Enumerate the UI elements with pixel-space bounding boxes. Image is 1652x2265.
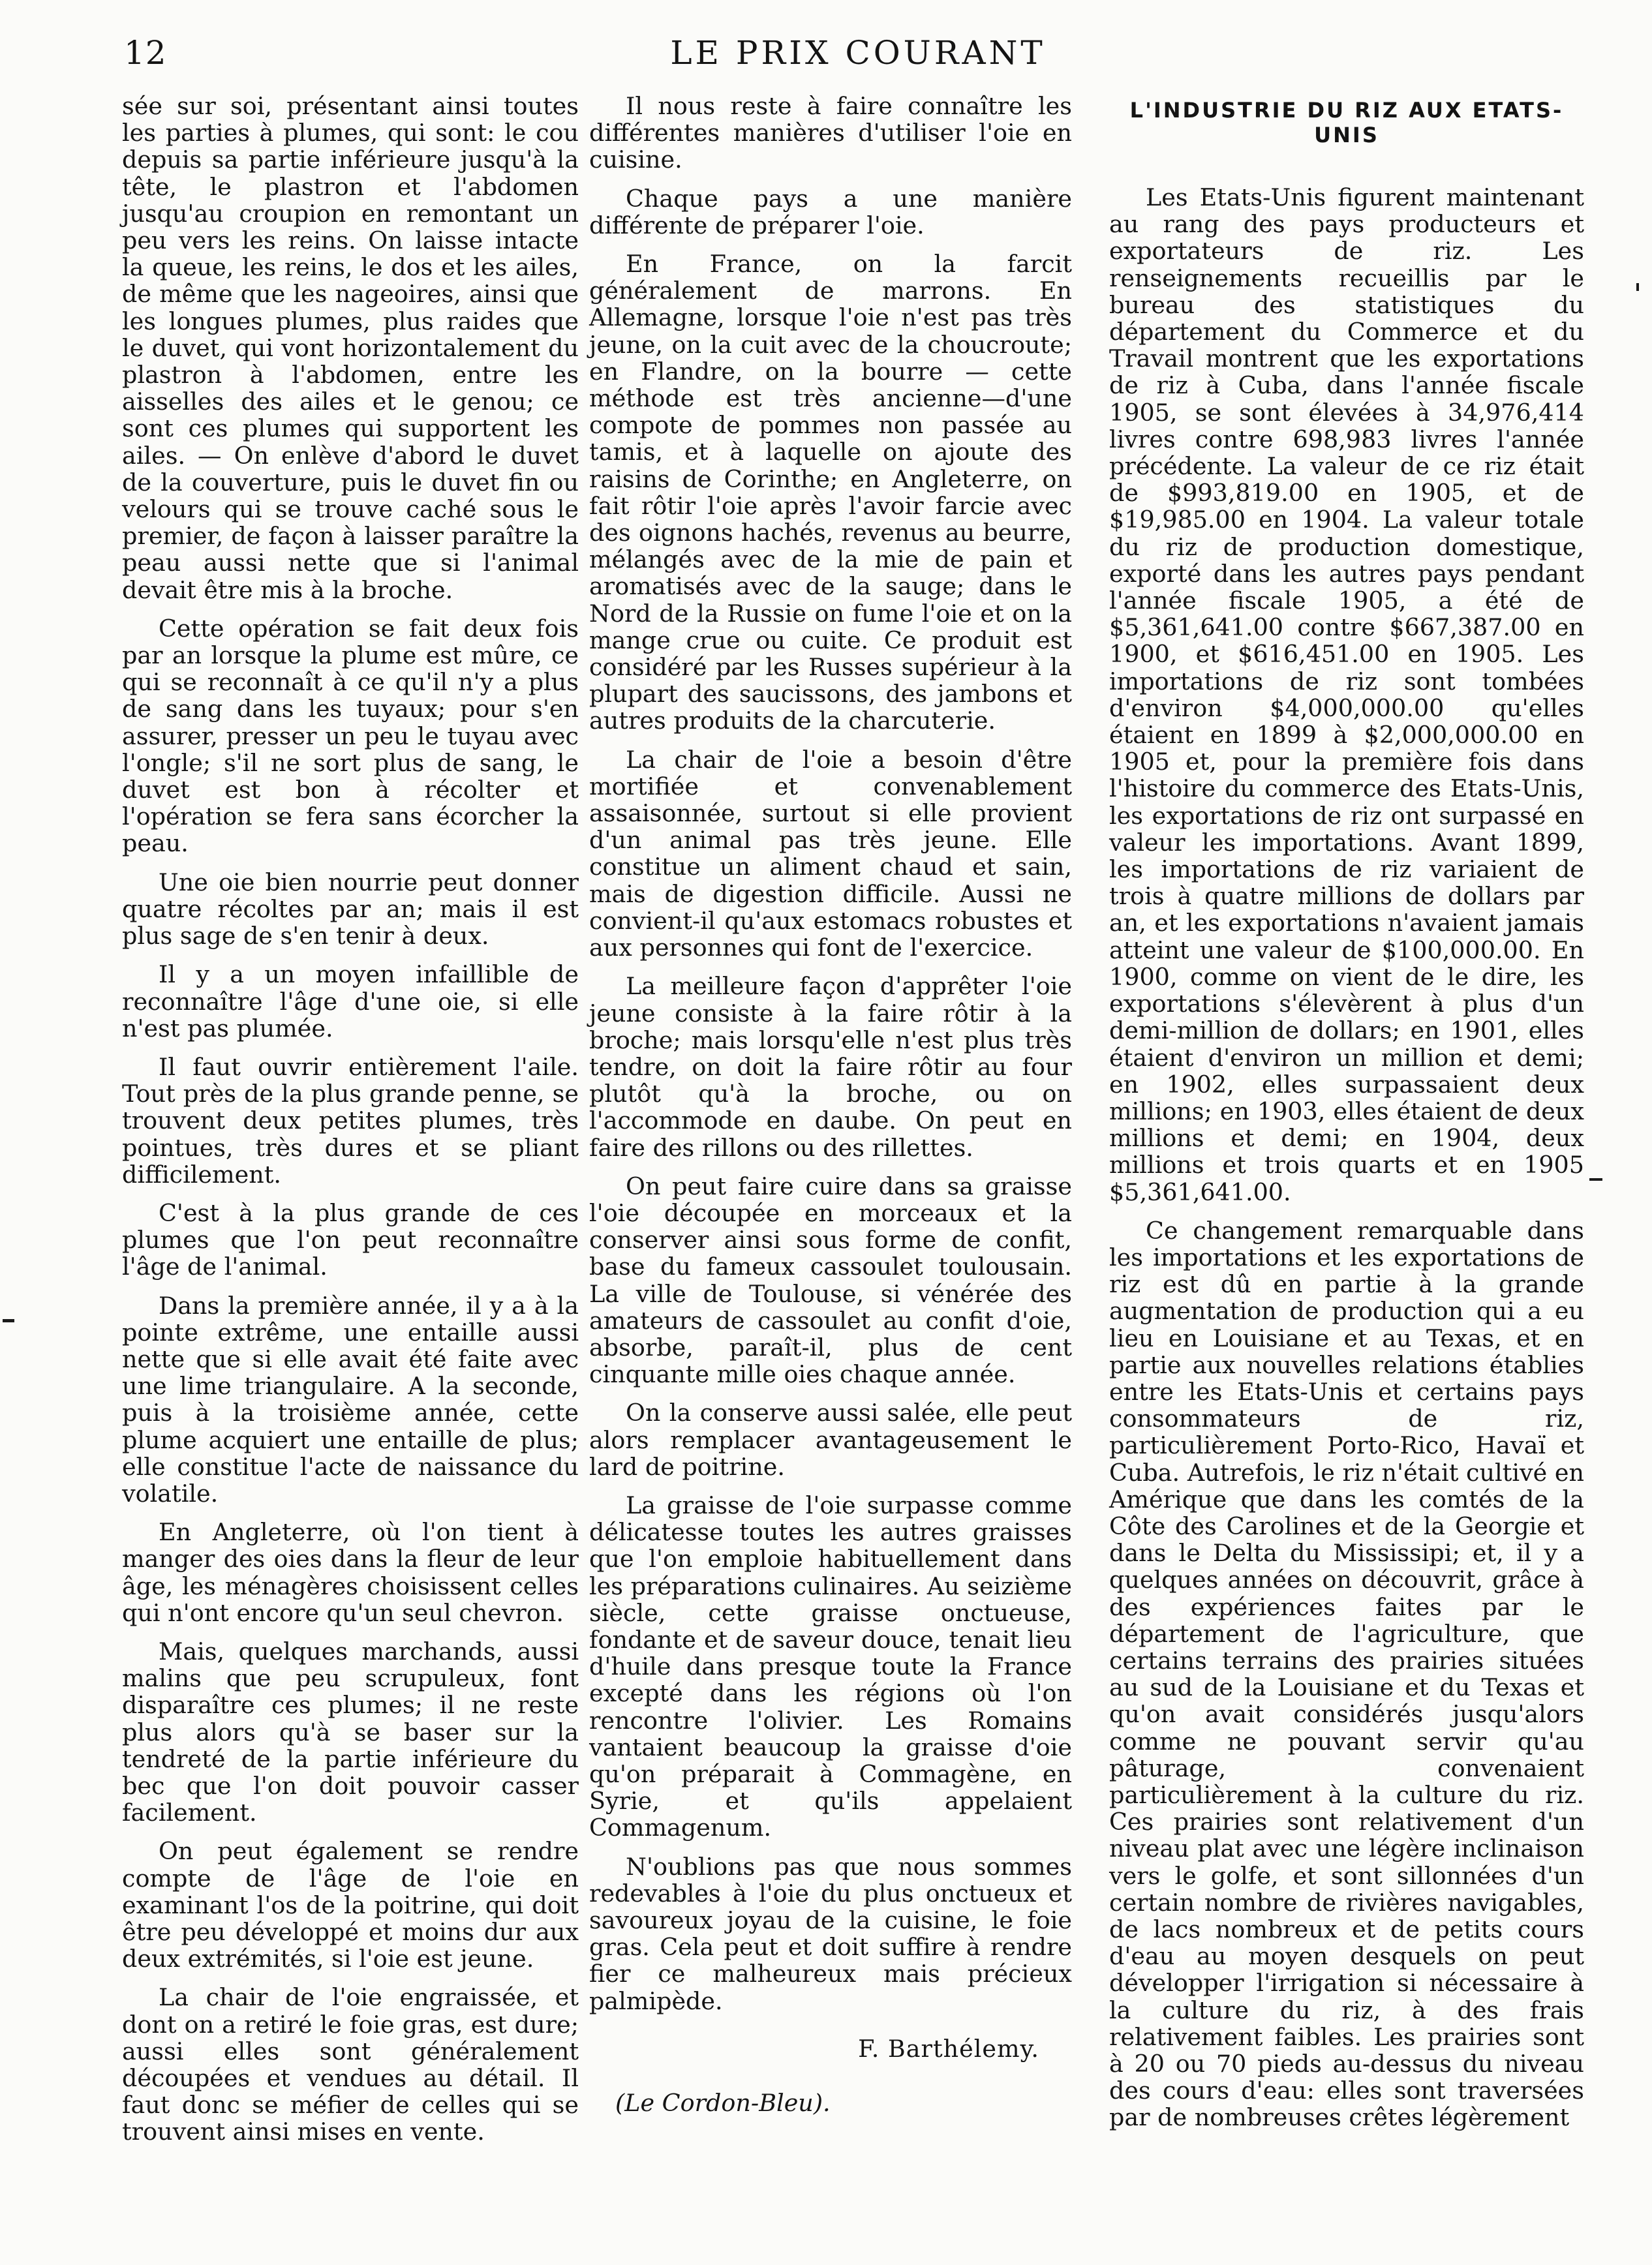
paragraph: La chair de l'oie a besoin d'être mortifiée et convenablement assaisonnée, surtout si elle provient d'un animal pas très jeune. Elle constitue un aliment chaud et sain, mais de digestion difficile. Aussi ne convient-il qu'aux estomacs robustes et aux personnes qui font de l'exercice. — [589, 745, 1072, 962]
article-title: L'INDUSTRIE DU RIZ AUX ETATS-UNIS — [1129, 98, 1564, 147]
paragraph: Ce changement remarquable dans les importations et les exportations de riz est dû en partie à la grande augmentation de production qui a eu lieu en Louisiane et au Texas, et en partie aux nouvelles relations établies entre les Etats-Unis et certains pays consommateurs de riz, particulièrement Porto-Rico, Havaï et Cuba. Autrefois, le riz n'était cultivé en Amérique que dans les comtés de la Côte des Carolines et de la Georgie et dans le Delta du Mississipi; et, il y a quelques années on découvrit, grâce à des expériences faites par le département de l'agriculture, que certains terrains des prairies situées au sud de la Louisiane et du Texas et qu'on avait considérés jusqu'alors comme ne pouvant servir qu'au pâturage, convenaient particulièrement à la culture du riz. Ces prairies sont relativement d'un niveau plat avec une légère inclinaison vers le golfe, et sont sillonnées d'un certain nombre de rivières navigables, de lacs nombreux et de petits cours d'eau au moyen desquels on peut développer l'irrigation si nécessaire à la culture du riz, à des frais relativement faibles. Les prairies sont à 20 ou 70 pieds au-dessus du niveau des cours d'eau: elles sont traversées par de nombreuses crêtes légèrement — [1109, 1216, 1584, 2132]
column-2 — [589, 93, 1072, 2128]
paragraph: On peut également se rendre compte de l'âge de l'oie en examinant l'os de la poitrine, qui doit être peu développé et moins dur aux deux extrémités, si l'oie est jeune. — [122, 1837, 579, 1973]
paragraph: Une oie bien nourrie peut donner quatre récoltes par an; mais il est plus sage de s'en tenir à deux. — [122, 868, 579, 950]
print-speck — [3, 1319, 14, 1322]
column-1 — [122, 93, 579, 2157]
paragraph: Il y a un moyen infaillible de reconnaître l'âge d'une oie, si elle n'est pas plumée. — [122, 960, 579, 1042]
paragraph: On la conserve aussi salée, elle peut alors remplacer avantageusement le lard de poitrine. — [589, 1399, 1072, 1481]
paragraph: La chair de l'oie engraissée, et dont on a retiré le foie gras, est dure; aussi elles sont généralement découpées et vendues au détail. Il faut donc se méfier de celles qui se trouvent ainsi mises en vente. — [122, 1983, 579, 2146]
paragraph: Mais, quelques marchands, aussi malins que peu scrupuleux, font disparaître ces plumes; il ne reste plus alors qu'à se baser sur la tendreté de la partie inférieure du bec que l'on doit pouvoir casser facilement. — [122, 1637, 579, 1827]
paragraph: Il nous reste à faire connaître les différentes manières d'utiliser l'oie en cuisine. — [589, 92, 1072, 174]
source-citation: (Le Cordon-Bleu). — [615, 2089, 831, 2118]
paragraph: La graisse de l'oie surpasse comme délicatesse toutes les autres graisses que l'on emploie habituellement dans les préparations culinaires. Au seizième siècle, cette graisse onctueuse, fondante et de saveur douce, tenait lieu d'huile dans presque toute la France excepté dans les régions où l'on rencontre l'olivier. Les Romains vantaient beaucoup la graisse d'oie qu'on préparait à Commagène, en Syrie, et qu'ils appelaient Commagenum. — [589, 1491, 1072, 1842]
paragraph: Cette opération se fait deux fois par an lorsque la plume est mûre, ce qui se reconnaît à ce qu'il n'y a plus de sang dans les tuyaux; pour s'en assurer, presser un peu le tuyau avec l'ongle; s'il ne sort plus de sang, le duvet est bon à récolter et l'opération se fera sans écorcher la peau. — [122, 614, 579, 858]
author-signature: F. Barthélemy. — [858, 2034, 1039, 2063]
paragraph: N'oublions pas que nous sommes redevables à l'oie du plus onctueux et savoureux joyau de la cuisine, le foie gras. Cela peut et doit suffire à rendre fier ce malheureux mais précieux palmipède. — [589, 1852, 1072, 2015]
page-number: 12 — [124, 34, 167, 72]
print-speck — [1589, 1178, 1602, 1181]
paragraph: On peut faire cuire dans sa graisse l'oie découpée en morceaux et la conserver ainsi sous forme de confit, base du fameux cassoulet toulousain. La ville de Toulouse, si vénérée des amateurs de cassoulet au confit d'oie, absorbe, paraît-il, plus de cent cinquante mille oies chaque année. — [589, 1172, 1072, 1389]
paragraph: En Angleterre, où l'on tient à manger des oies dans la fleur de leur âge, les ménagères choisissent celles qui n'ont encore qu'un seul chevron. — [122, 1518, 579, 1627]
column-3 — [1109, 93, 1584, 2143]
paragraph: En France, on la farcit généralement de marrons. En Allemagne, lorsque l'oie n'est pas très jeune, on la cuit avec de la choucroute; en Flandre, on la bourre — cette méthode est très ancienne—d'une compote de pommes non passée au tamis, et à laquelle on ajoute des raisins de Corinthe; en Angleterre, on fait rôtir l'oie après l'avoir farcie avec des oignons hachés, revenus au beurre, mélangés avec de la mie de pain et aromatisés avec de la sauge; dans le Nord de la Russie on fume l'oie et on la mange crue ou cuite. Ce produit est considéré par les Russes supérieur à la plupart des saucissons, des jambons et autres produits de la charcuterie. — [589, 250, 1072, 735]
page-header — [124, 34, 1592, 80]
paragraph: Il faut ouvrir entièrement l'aile. Tout près de la plus grande penne, se trouvent deux petites plumes, très pointues, très dures et se pliant difficilement. — [122, 1052, 579, 1189]
paragraph: C'est à la plus grande de ces plumes que l'on peut reconnaître l'âge de l'animal. — [122, 1198, 579, 1281]
paragraph: sée sur soi, présentant ainsi toutes les parties à plumes, qui sont: le cou depuis sa partie inférieure jusqu'à la tête, le plastron et l'abdomen jusqu'au croupion en remontant un peu vers les reins. On laisse intacte la queue, les reins, le dos et les ailes, de même que les nageoires, ainsi que les longues plumes, plus raides que le duvet, qui vont horizontalement du plastron à l'abdomen, entre les aisselles des ailes et le genou; ce sont ces plumes qui supportent les ailes. — On enlève d'abord le duvet de la couverture, puis le duvet fin ou velours qui se trouve caché sous le premier, de façon à laisser paraître la peau aussi nette que si l'animal devait être mis à la broche. — [122, 92, 579, 604]
print-speck — [1636, 283, 1639, 291]
paragraph: Chaque pays a une manière différente de préparer l'oie. — [589, 184, 1072, 239]
journal-title: LE PRIX COURANT — [670, 34, 1046, 72]
paragraph: Les Etats-Unis figurent maintenant au rang des pays producteurs et exportateurs de riz. Les renseignements recueillis par le bureau des statistiques du département du Commerce et du Travail montrent que les exportations de riz à Cuba, dans l'année fiscale 1905, se sont élevées à 34,976,414 livres contre 698,983 livres l'année précédente. La valeur de ce riz était de $993,819.00 en 1905, et de $19,985.00 en 1904. La valeur totale du riz de production domestique, exporté dans les autres pays pendant l'année fiscale 1905, a été de $5,361,641.00 contre $667,387.00 en 1900, et $616,451.00 en 1905. Les importations de riz sont tombées d'environ $4,000,000.00 qu'elles étaient en 1899 à $2,000,000.00 en 1905 et, pour la première fois dans l'histoire du commerce des Etats-Unis, les exportations de riz ont surpassé en valeur les importations. Avant 1899, les importations de riz variaient de trois à quatre millions de dollars par an, et les exportations n'avaient jamais atteint une valeur de $100,000.00. En 1900, comme on vient de le dire, les exportations s'élevèrent à plus d'un demi-million de dollars; en 1901, elles étaient d'environ un million et demi; en 1902, elles surpassaient deux millions; en 1903, elles étaient de deux millions et demi; en 1904, deux millions et trois quarts et en 1905 $5,361,641.00. — [1109, 183, 1584, 1206]
paragraph: Dans la première année, il y a à la pointe extrême, une entaille aussi nette que si elle avait été faite avec une lime triangulaire. A la seconde, puis à la troisième année, cette plume acquiert une entaille de plus; elle constitue l'acte de naissance du volatile. — [122, 1291, 579, 1508]
paragraph: La meilleure façon d'apprêter l'oie jeune consiste à la faire rôtir à la broche; mais lorsqu'elle n'est plus très tendre, on doit la faire rôtir au four plutôt qu'à la broche, ou on l'accommode en daube. On peut en faire des rillons ou des rillettes. — [589, 972, 1072, 1162]
